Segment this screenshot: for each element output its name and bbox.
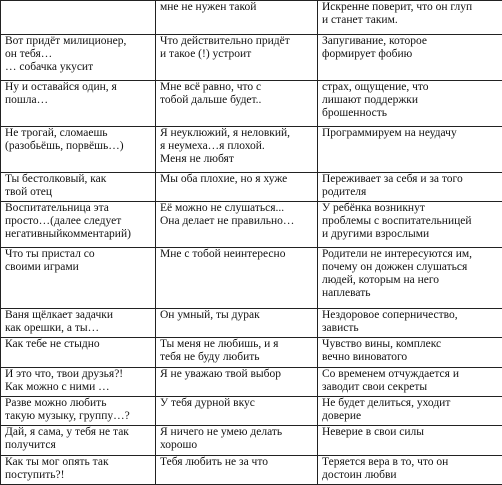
child-hears-cell xyxy=(156,426,318,455)
child-hears-cell xyxy=(156,367,318,396)
child-hears-text: Я не уважаю твой выбор xyxy=(160,367,281,380)
phrase-cell xyxy=(1,34,156,80)
child-hears-cell xyxy=(156,1,318,35)
child-hears-cell xyxy=(156,248,318,309)
child-hears-text: Мне всё равно, что с тобой дальше будет.. xyxy=(160,80,262,106)
consequence-cell xyxy=(318,34,502,80)
child-hears-cell xyxy=(156,202,318,248)
table-row xyxy=(1,426,502,455)
child-hears-cell xyxy=(156,455,318,484)
table-row xyxy=(1,1,502,35)
consequence-cell xyxy=(318,172,502,201)
child-hears-text: У тебя дурной вкус xyxy=(160,396,255,409)
phrase-text: Что ты пристал со своими играми xyxy=(5,248,95,274)
table-row xyxy=(1,367,502,396)
table-row xyxy=(1,202,502,248)
consequence-text: Искренне поверит, что он глуп и станет таким. xyxy=(322,1,473,26)
consequence-cell xyxy=(318,455,502,484)
consequence-text: страх, ощущение, что лишают поддержки брошенность xyxy=(322,80,429,119)
consequence-cell xyxy=(318,248,502,309)
phrase-cell xyxy=(1,367,156,396)
phrase-cell xyxy=(1,396,156,425)
consequence-cell xyxy=(318,338,502,367)
phrase-cell xyxy=(1,248,156,309)
phrase-text: Ты бестолковый, как твой отец xyxy=(5,172,107,198)
phrase-cell xyxy=(1,338,156,367)
child-hears-text: Я ничего не умею делать хорошо xyxy=(160,426,283,452)
table-row xyxy=(1,34,502,80)
child-hears-text: Её можно не слушаться... Она делает не правильно… xyxy=(160,202,295,228)
consequence-text: Переживает за себя и за того родителя xyxy=(322,172,463,198)
consequence-text: Не будет делиться, уходит доверие xyxy=(322,396,451,422)
phrase-cell xyxy=(1,308,156,337)
phrase-text: Дай, я сама, у тебя не так получится xyxy=(5,426,129,452)
table-row xyxy=(1,396,502,425)
consequence-cell xyxy=(318,202,502,248)
phrase-text: Не трогай, сломаешь (разобьёшь, порвёшь…) xyxy=(5,126,124,152)
child-hears-text: Ты меня не любишь, и я тебя не буду любить xyxy=(160,338,279,364)
phrase-cell xyxy=(1,172,156,201)
consequence-cell xyxy=(318,126,502,172)
phrase-text: Ну и оставайся один, я пошла… xyxy=(5,80,117,106)
phrase-cell xyxy=(1,202,156,248)
phrase-text: Ваня щёлкает задачки как орешки, а ты… xyxy=(5,308,113,334)
child-hears-cell xyxy=(156,34,318,80)
table-row xyxy=(1,308,502,337)
phrase-cell xyxy=(1,80,156,126)
consequence-cell xyxy=(318,426,502,455)
child-hears-text: мне не нужен такой xyxy=(160,1,257,13)
consequence-text: Неверие в свои силы xyxy=(322,426,425,439)
child-hears-cell xyxy=(156,126,318,172)
child-hears-cell xyxy=(156,338,318,367)
child-hears-text: Мне с тобой неинтересно xyxy=(160,248,286,261)
child-hears-text: Что действительно придёт и такое (!) устроит xyxy=(160,34,290,60)
consequence-cell xyxy=(318,1,502,35)
phrase-text: Как ты мог опять так поступить?! xyxy=(5,455,109,481)
table-row xyxy=(1,248,502,309)
consequence-text: Теряется вера в то, что он достоин любви xyxy=(322,455,449,481)
consequence-text: Чувство вины, комплекс вечно виноватого xyxy=(322,338,442,364)
phrase-cell xyxy=(1,455,156,484)
child-hears-cell xyxy=(156,308,318,337)
phrase-text: Вот придёт милиционер, он тебя… … собачка укусит xyxy=(5,34,127,73)
consequence-cell xyxy=(318,396,502,425)
table-row xyxy=(1,455,502,484)
child-hears-text: Тебя любить не за что xyxy=(160,455,268,468)
table-row xyxy=(1,172,502,201)
child-hears-text: Он умный, ты дурак xyxy=(160,308,260,321)
table-row xyxy=(1,126,502,172)
consequence-text: Нездоровое соперничество, зависть xyxy=(322,308,458,334)
consequence-text: Со временем отчуждается и заводит свои секреты xyxy=(322,367,459,393)
consequence-cell xyxy=(318,80,502,126)
child-hears-text: Я неуклюжий, я неловкий, я неумеха…я плохой. Меня не любят xyxy=(160,126,291,165)
child-hears-cell xyxy=(156,172,318,201)
phrase-cell xyxy=(1,126,156,172)
child-hears-cell xyxy=(156,396,318,425)
phrase-text: Воспитательница эта просто…(далее следует негативныйкомментарий) xyxy=(5,202,131,241)
phrase-text: Как тебе не стыдно xyxy=(5,338,100,351)
table-row xyxy=(1,338,502,367)
consequence-cell xyxy=(318,367,502,396)
consequence-text: Запугивание, которое формирует фобию xyxy=(322,34,428,60)
child-hears-cell xyxy=(156,80,318,126)
phrase-text: И это что, твои друзья?! Как можно с ними … xyxy=(5,367,124,393)
phrase-text: Разве можно любить такую музыку, группу…? xyxy=(5,396,130,422)
phrase-cell xyxy=(1,1,156,35)
table-row xyxy=(1,80,502,126)
consequence-text: Родители не интересуются им, почему он дожжен слушаться людей, которым на него наплевать xyxy=(322,248,473,300)
child-hears-text: Мы оба плохие, но я хуже xyxy=(160,172,288,185)
phrase-cell xyxy=(1,426,156,455)
consequence-text: Программируем на неудачу xyxy=(322,126,457,139)
consequence-cell xyxy=(318,308,502,337)
consequence-text: У ребёнка возникнут проблемы с воспитательницей и другими взрослыми xyxy=(322,202,472,241)
